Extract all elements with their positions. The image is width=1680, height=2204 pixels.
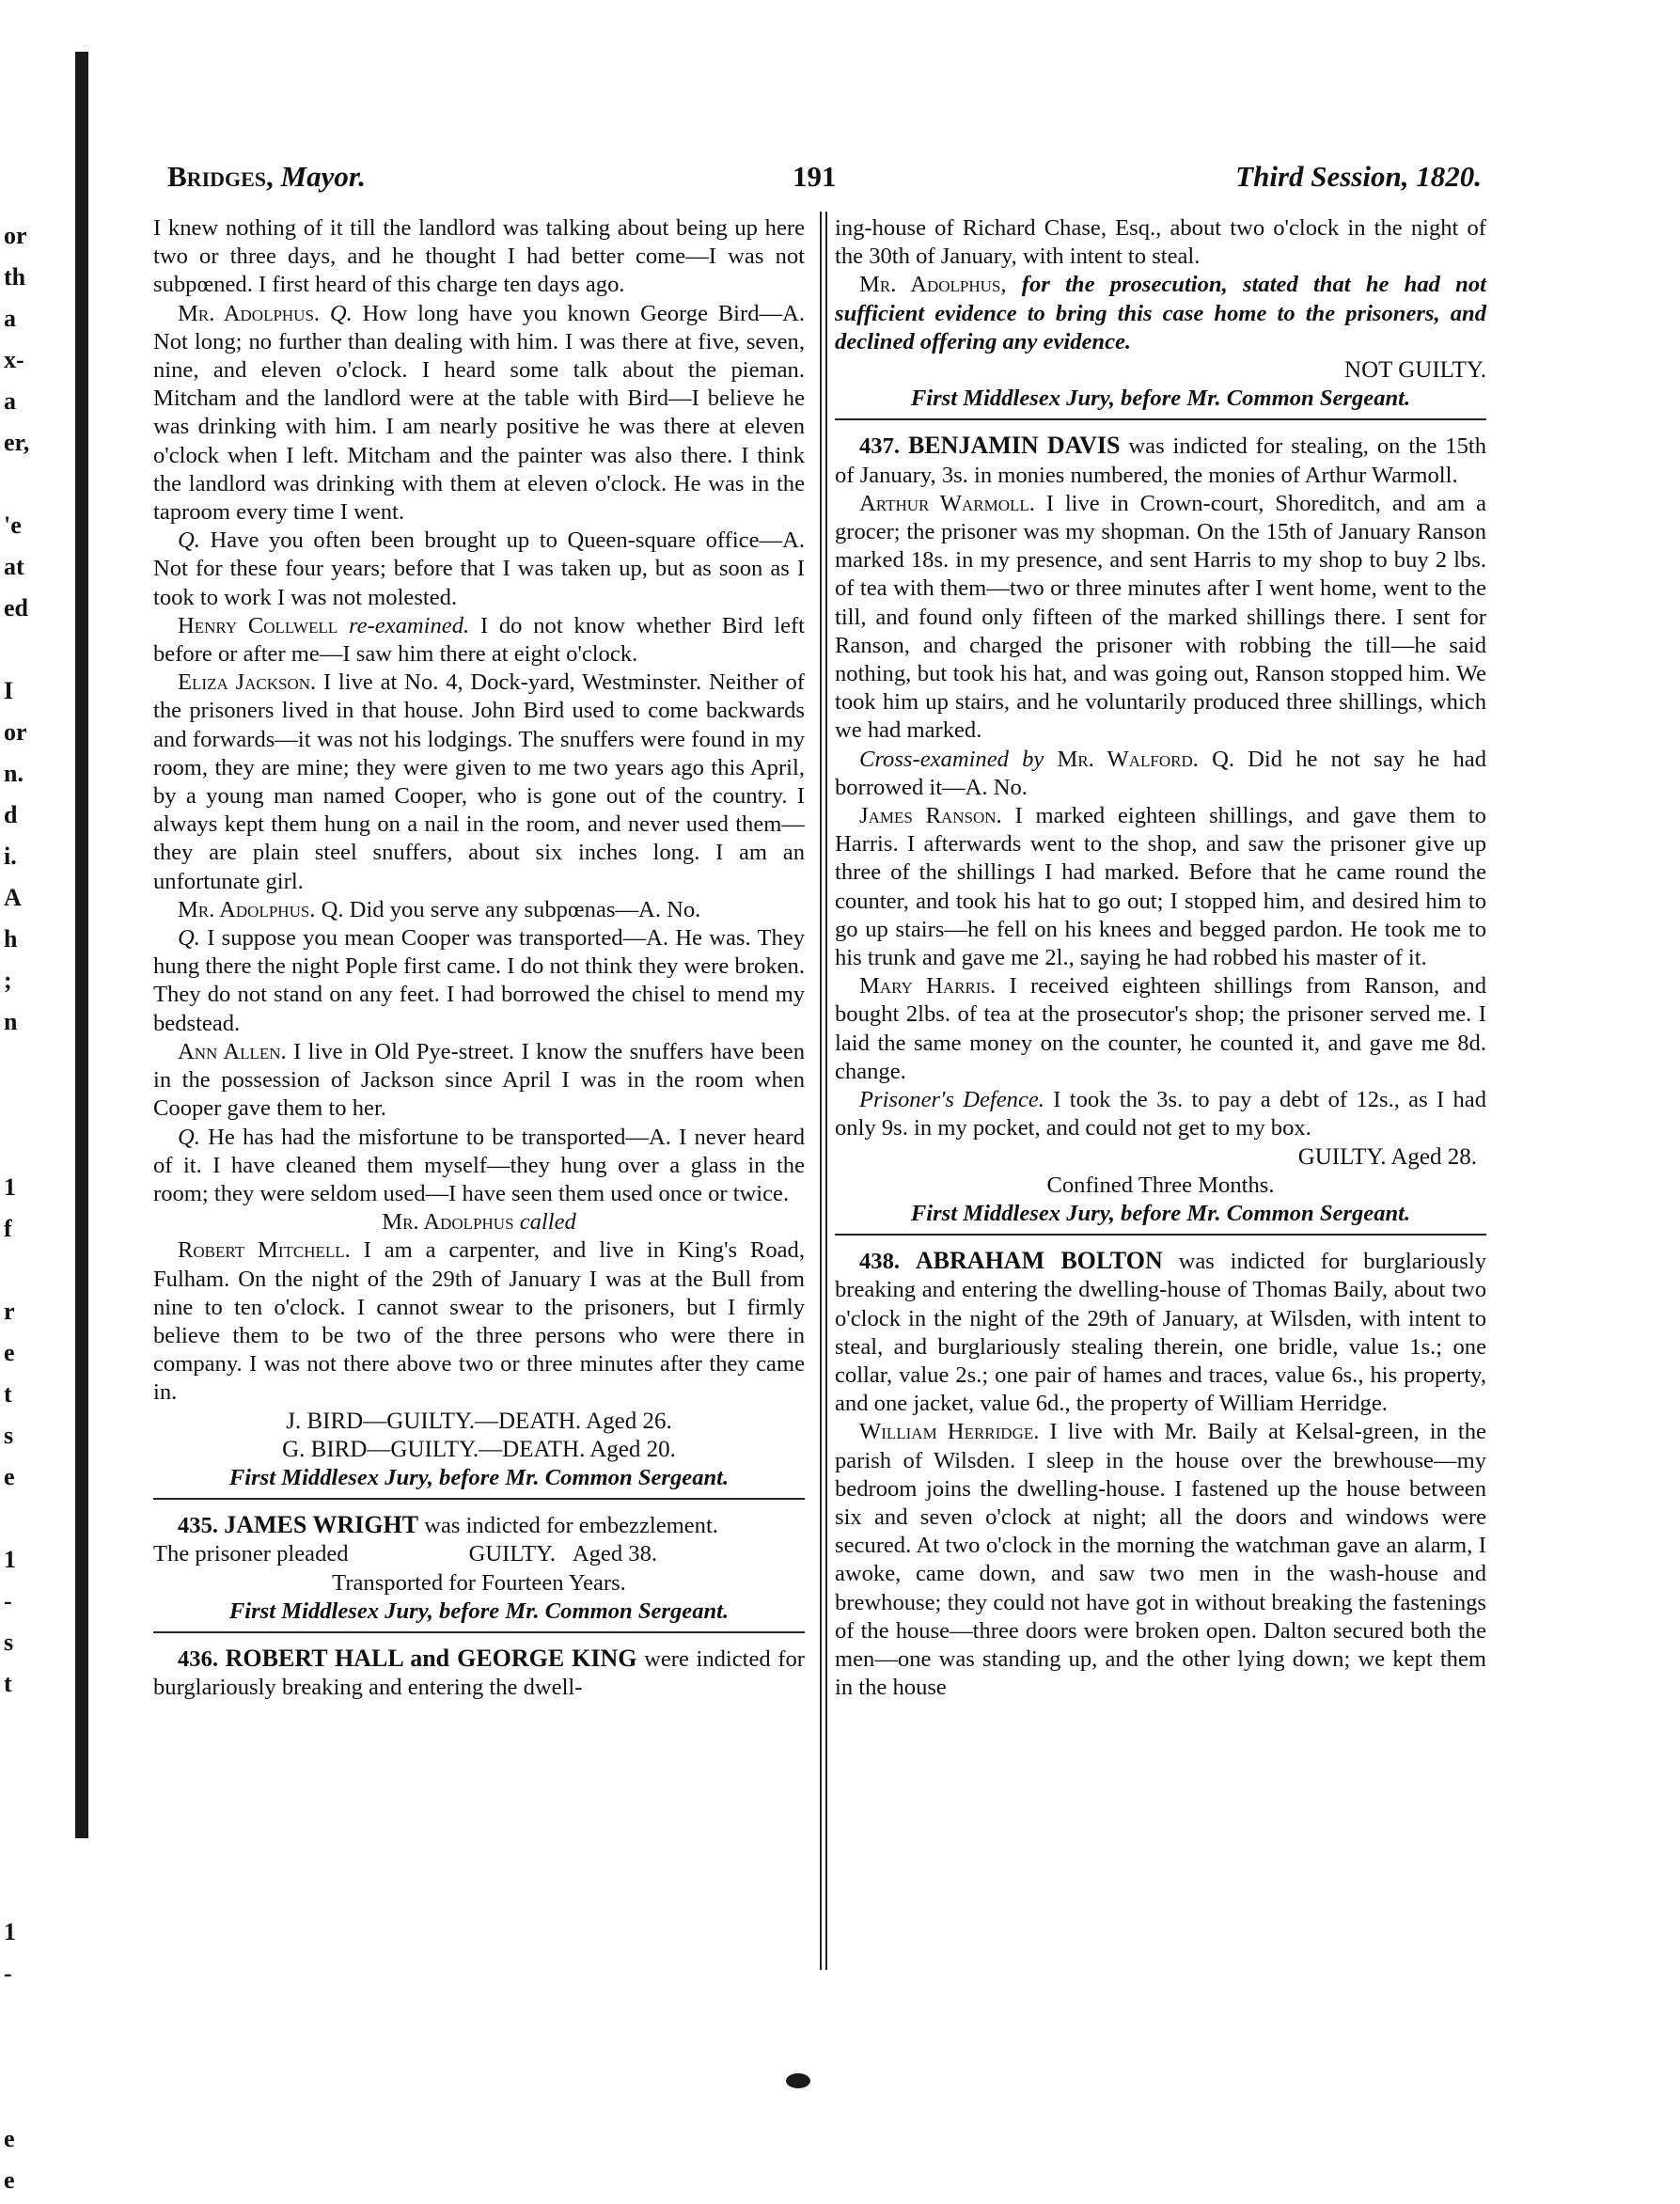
margin-fragment: i. — [4, 842, 17, 870]
margin-fragment: 1 — [4, 1546, 16, 1573]
verdict: J. BIRD—GUILTY.—DEATH. Aged 26. — [286, 1408, 672, 1434]
case-heading: 437. BENJAMIN DAVIS was indicted for stealing, on the 15th of January, 3s. in monies numbered, the monies of Arthur Warmoll. — [835, 432, 1487, 488]
margin-fragment: th — [4, 263, 26, 291]
margin-fragment: 1 — [4, 1918, 16, 1945]
case-heading: 435. JAMES WRIGHT was indicted for embezzlement. — [178, 1511, 718, 1539]
margin-fragment: 1 — [4, 1173, 16, 1201]
margin-fragment: or — [4, 222, 27, 249]
plea: The prisoner pleaded GUILTY. Aged 38. — [153, 1541, 658, 1567]
paragraph: Cross-examined by Mr. Walford. Q. Did he not say he had borrowed it—A. No. — [835, 746, 1486, 800]
margin-fragment — [4, 466, 32, 508]
margin-fragment: n — [4, 1008, 18, 1035]
margin-fragment — [4, 1997, 32, 2039]
margin-fragment: A — [4, 884, 22, 911]
witness-called: Mr. Adolphus called — [382, 1209, 576, 1236]
margin-fragment: f — [4, 1215, 12, 1242]
margin-fragment — [4, 1790, 32, 1832]
margin-fragments — [4, 218, 32, 2204]
margin-fragment: t — [4, 1380, 12, 1408]
margin-fragment: or — [4, 718, 27, 746]
margin-fragment: s — [4, 1422, 14, 1449]
margin-fragment — [4, 1749, 32, 1790]
case-heading: 436. ROBERT HALL and GEORGE KING were indicted for burglariously breaking and entering the dwell- — [153, 1644, 806, 1701]
paragraph: Q. Have you often been brought up to Queen-square office—A. Not for these four years; before that I was taken up, but as soon as I took to work I was not molested. — [153, 527, 805, 610]
header-session: Third Session, 1820. — [1235, 160, 1482, 193]
paragraph: Ann Allen. I live in Old Pye-street. I know the snuffers have been in the possession of Jackson since April I was in the room when Cooper gave them to her. — [153, 1038, 805, 1122]
margin-fragment — [4, 1832, 32, 1873]
margin-fragment: n. — [4, 760, 24, 787]
verdict: NOT GUILTY. — [1344, 357, 1486, 384]
header-mayor: Bridges, Mayor. — [167, 160, 366, 193]
margin-fragment: e — [4, 2125, 15, 2152]
jury-line: First Middlesex Jury, before Mr. Common Sergeant. — [153, 1598, 805, 1633]
binding-edge-shadow — [75, 52, 88, 1838]
paragraph: Mr. Adolphus. Q. How long have you known George Bird—A. Not long; no further than dealing with him. I was there at five, seven, nine, and eleven o'clock. I heard some talk about the pieman. Mitcham and the landlord were at the table with Bird—I believe he was drinking with him. I am nearly positive he was there at eleven o'clock when I left. Mitcham and the painter was also there. I think the landlord was drinking with them at eleven o'clock. He was in the taproom every time I went. — [153, 300, 805, 526]
margin-fragment — [4, 1708, 32, 1749]
margin-fragment: x- — [4, 346, 24, 373]
paragraph: ing-house of Richard Chase, Esq., about two o'clock in the night of the 30th of January, with intent to steal. — [835, 215, 1486, 270]
margin-fragment — [4, 1087, 32, 1128]
paragraph: I knew nothing of it till the landlord was talking about being up here two or three days, and he thought I had better come—I was not subpœned. I first heard of this charge ten days ago. — [153, 215, 805, 298]
verdict: G. BIRD—GUILTY.—DEATH. Aged 20. — [282, 1436, 676, 1462]
margin-fragment — [4, 1128, 32, 1170]
margin-fragment: s — [4, 1629, 14, 1656]
margin-fragment: e — [4, 1463, 15, 1490]
sentence: Transported for Fourteen Years. — [332, 1569, 626, 1596]
paragraph: Arthur Warmoll. I live in Crown-court, Shoreditch, and am a grocer; the prisoner was my shopman. On the 15th of January Ranson marked 18s. in my presence, and sent Harris to my shop to buy 2 lbs. of tea with them—two or three minutes after I went home, went to the till, and found only fifteen of the marked shillings there. I sent for Ranson, and charged the prisoner with robbing the till—he said nothing, but took his hat, and was going out, Ranson stopped him. We took him up stairs, and he voluntarily produced three shillings, which we had marked. — [835, 490, 1487, 744]
margin-fragment: - — [4, 1960, 12, 1987]
margin-fragment — [4, 1046, 32, 1087]
margin-fragment: er, — [4, 429, 30, 456]
margin-fragment: - — [4, 1587, 12, 1614]
margin-fragment: a — [4, 387, 16, 415]
jury-line: First Middlesex Jury, before Mr. Common Sergeant. — [153, 1464, 805, 1500]
paragraph: William Herridge. I live with Mr. Baily at Kelsal-green, in the parish of Wilsden. I sleep in the house over the brewhouse—my bedroom joins the dwelling-house. I fastened up the house between six and seven o'clock at night; all the doors and windows were secured. At two o'clock in the morning the watchman gave an alarm, I awoke, came down, and saw two men in the wash-house and brewhouse; they could not have got in without breaking the fastenings of the house—three doors were broken open. Dalton secured both the men—one was standing up, and the other lying down; we kept them in the house — [835, 1419, 1486, 1701]
paragraph: Eliza Jackson. I live at No. 4, Dock-yard, Westminster. Neither of the prisoners lived in that house. John Bird used to come backwards and forwards—it was not his lodgings. The snuffers were found in my room, they are mine; they were given to me two years ago this April, by a young man named Cooper, who is gone out of the country. I always kept them hung on a nail in the room, and never used them—they are plain steel snuffers, about six inches long. I am an unfortunate girl. — [153, 669, 805, 894]
margin-fragment: ed — [4, 594, 28, 622]
margin-fragment: 'e — [4, 512, 22, 539]
paragraph: Mr. Adolphus, for the prosecution, stated that he had not sufficient evidence to bring this case home to the prisoners, and declined offering any evidence. — [835, 272, 1486, 354]
margin-fragment: I — [4, 677, 14, 704]
right-column — [835, 214, 1486, 1702]
paragraph: Henry Collwell re-examined. I do not know whether Bird left before or after me—I saw him there at eight o'clock. — [153, 612, 806, 668]
paragraph: Prisoner's Defence. I took the 3s. to pay a debt of 12s., as I had only 9s. in my pocket, and could not get to my box. — [835, 1087, 1486, 1141]
jury-line: First Middlesex Jury, before Mr. Common Sergeant. — [835, 385, 1486, 420]
margin-fragment — [4, 1252, 32, 1294]
margin-fragment: a — [4, 305, 16, 332]
case-heading: 438. ABRAHAM BOLTON was indicted for burglariously breaking and entering the dwelling-house of Thomas Baily, about two o'clock in the night of the 29th of January, at Wilsden, with intent to steal, and burglariously stealing therein, one bridle, value 1s.; one collar, value 2s.; one pair of hames and traces, value 6s., his property, and one jacket, value 6d., the property of William Herridge. — [835, 1247, 1486, 1417]
margin-fragment — [4, 1501, 32, 1542]
margin-fragment — [4, 2039, 32, 2080]
margin-fragment: at — [4, 553, 24, 580]
margin-fragment — [4, 2080, 32, 2121]
paragraph: Q. He has had the misfortune to be transported—A. I never heard of it. I have cleaned them myself—they hung over a glass in the room; they were seldom used—I have seen them used once or twice. — [153, 1124, 805, 1206]
margin-fragment: e — [4, 1339, 15, 1366]
margin-fragment: t — [4, 1670, 12, 1697]
margin-fragment: h — [4, 925, 18, 952]
paragraph: Mary Harris. I received eighteen shillings from Ranson, and bought 2lbs. of tea at the prosecutor's shop; the prisoner served me. I laid the same money on the counter, he counted it, and gave me 8d. change. — [835, 973, 1486, 1084]
verdict: GUILTY. Aged 28. — [1297, 1143, 1477, 1170]
margin-fragment — [4, 1873, 32, 1914]
sentence: Confined Three Months. — [1046, 1172, 1275, 1198]
paragraph: Robert Mitchell. I am a carpenter, and live in King's Road, Fulham. On the night of the 29th of January I was at the Bull from nine to ten o'clock. I cannot swear to the prisoners, but I firmly believe them to be two of the three persons who were there in company. I was not there above two or three minutes after they came in. — [153, 1237, 805, 1406]
page-header — [167, 160, 1482, 197]
margin-fragment — [4, 632, 32, 673]
ink-blot — [786, 2073, 810, 2088]
margin-fragment: ; — [4, 967, 12, 994]
left-column — [153, 214, 805, 1702]
paragraph: Mr. Adolphus. Q. Did you serve any subpœnas—A. No. — [178, 896, 701, 922]
margin-fragment: e — [4, 2166, 15, 2194]
paragraph: James Ranson. I marked eighteen shillings, and gave them to Harris. I afterwards went to the shop, and saw the prisoner give up three of the shillings I had marked. Before that he came round the counter, and took his hat to go out; I stopped him, and desired him to go up stairs—he fell on his knees and begged pardon. He took me to his trunk and gave me 2l., saying he had robbed his master of it. — [835, 803, 1486, 971]
column-divider — [820, 212, 827, 1970]
margin-fragment: r — [4, 1298, 15, 1325]
paragraph: Q. I suppose you mean Cooper was transported—A. He was. They hung there the night Pople first came. I do not think they were broken. They do not stand on any feet. I had borrowed the chisel to mend my bedstead. — [153, 925, 805, 1036]
page-number: 191 — [793, 160, 837, 193]
margin-fragment: d — [4, 801, 18, 828]
jury-line: First Middlesex Jury, before Mr. Common Sergeant. — [835, 1200, 1486, 1236]
